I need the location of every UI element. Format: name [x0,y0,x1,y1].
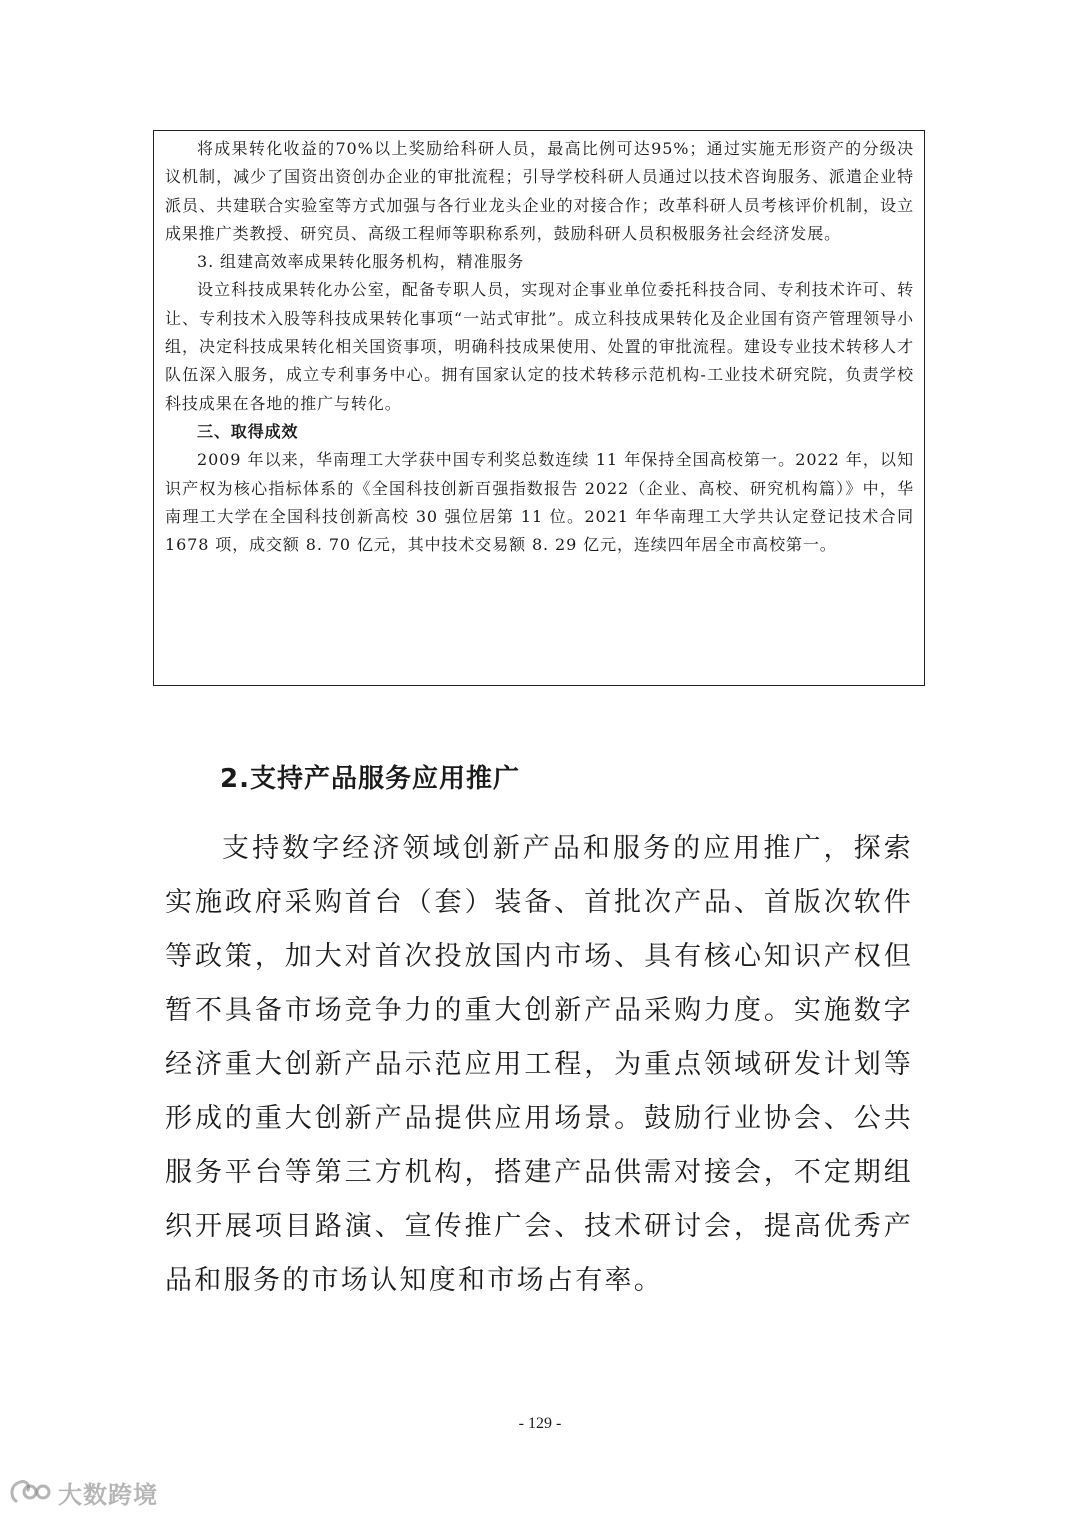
watermark [8,1472,158,1512]
case-study-box [153,130,925,686]
case-paragraph-results: 2009 年以来，华南理工大学获中国专利奖总数连续 11 年保持全国高校第一。2022 年，以知识产权为核心指标体系的《全国科技创新百强指数报告 2022（企业、高校、研究机构篇）》中，华南理工大学在全国科技创新高校 30 强位居第 11 位。2021 年华南理工大学共认定登记技术合同 1678 项，成交额 8. 70 亿元，其中技术交易额 8. 29 亿元，连续四年居全市高校第一。 [165,450,914,555]
page-number: - 129 - [518,1415,562,1432]
case-results-heading: 三、取得成效 [197,421,299,441]
watermark-text: 大数跨境 [58,1480,158,1509]
case-subheading-service-agency: 3. 组建高效率成果转化服务机构，精准服务 [197,252,525,272]
section-body-paragraph: 支持数字经济领域创新产品和服务的应用推广，探索实施政府采购首台（套）装备、首批次产品、首版次软件等政策，加大对首次投放国内市场、具有核心知识产权但暂不具备市场竞争力的重大创新产品采购力度。实施数字经济重大创新产品示范应用工程，为重点领域研发计划等形成的重大创新产品提供应用场景。鼓励行业协会、公共服务平台等第三方机构，搭建产品供需对接会，不定期组织开展项目路演、宣传推广会、技术研讨会，提高优秀产品和服务的市场认知度和市场占有率。 [165,833,913,1296]
watermark-logo-icon [8,1477,52,1507]
case-paragraph-service-agency: 设立科技成果转化办公室，配备专职人员，实现对企事业单位委托科技合同、专利技术许可、转让、专利技术入股等科技成果转化事项“一站式审批”。成立科技成果转化及企业国有资产管理领导小组，决定科技成果转化相关国资事项，明确科技成果使用、处置的审批流程。建设专业技术转移人才队伍深入服务，成立专利事务中心。拥有国家认定的技术转移示范机构-工业技术研究院，负责学校科技成果在各地的推广与转化。 [165,280,914,413]
section-heading: 2.支持产品服务应用推广 [220,764,520,794]
case-paragraph-incentives: 将成果转化收益的70%以上奖励给科研人员，最高比例可达95%；通过实施无形资产的分级决议机制，减少了国资出资创办企业的审批流程；引导学校科研人员通过以技术咨询服务、派遣企业特派员、共建联合实验室等方式加强与各行业龙头企业的对接合作；改革科研人员考核评价机制，设立成果推广类教授、研究员、高级工程师等职称系列，鼓励科研人员积极服务社会经济发展。 [165,139,914,243]
